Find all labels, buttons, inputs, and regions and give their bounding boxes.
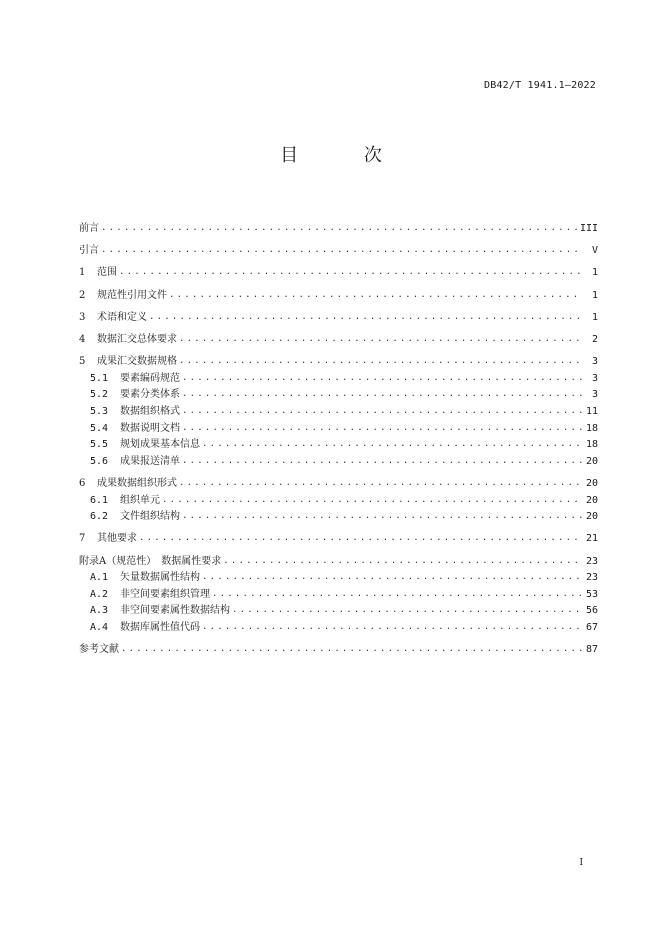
toc-leader-dots xyxy=(232,604,582,617)
toc-leader-dots xyxy=(121,643,582,656)
toc-leader-dots xyxy=(101,222,578,235)
toc-entry[interactable] xyxy=(79,333,598,346)
toc-entry-number: 2 xyxy=(79,289,86,301)
toc-leader-dots xyxy=(202,621,582,634)
toc-leader-dots xyxy=(179,333,582,346)
toc-leader-dots xyxy=(139,532,582,545)
toc-entry-page: 2 xyxy=(591,334,598,345)
toc-entry-label: 规范性引用文件 xyxy=(97,289,167,301)
toc-entry-label: 数据说明文档 xyxy=(120,422,180,434)
toc-entry-page: 3 xyxy=(591,389,598,401)
toc-entry-page: 23 xyxy=(585,572,598,584)
toc-entry-page: 1 xyxy=(591,311,598,323)
toc-entry-label: 数据组织格式 xyxy=(120,406,180,417)
toc-entry[interactable] xyxy=(79,244,598,257)
toc-entry-number: 6 xyxy=(79,478,86,489)
toc-entry-page: 18 xyxy=(585,422,598,434)
toc-leader-dots xyxy=(169,289,582,302)
toc-entry-label: 非空间要素属性数据结构 xyxy=(120,605,230,617)
toc-leader-dots xyxy=(149,311,582,324)
toc-entry-page: 3 xyxy=(591,356,598,368)
toc-entry-label: 数据汇交总体要求 xyxy=(97,334,177,345)
toc-entry-label: 范围 xyxy=(97,267,117,279)
toc-entry-number: 6.2 xyxy=(90,511,109,523)
toc-entry-page: 87 xyxy=(585,644,598,656)
toc-entry-number: 3 xyxy=(79,311,86,323)
toc-entry-page: 1 xyxy=(591,289,598,301)
toc-entry-number: 4 xyxy=(79,334,86,345)
toc-entry-number: 5.3 xyxy=(90,406,109,417)
toc-entry[interactable] xyxy=(79,510,598,523)
page-number: I xyxy=(579,858,583,868)
toc-entry-label: 参考文献 xyxy=(79,644,119,656)
toc-leader-dots xyxy=(179,477,582,490)
toc-entry-number: 5.6 xyxy=(90,455,109,467)
toc-leader-dots xyxy=(182,422,582,435)
toc-entry[interactable] xyxy=(79,422,598,435)
toc-leader-dots xyxy=(182,372,582,385)
toc-entry-number: 5.2 xyxy=(90,389,109,401)
toc-leader-dots xyxy=(202,438,582,451)
toc-entry-label: 前言 xyxy=(79,223,99,234)
toc-entry-number: 5 xyxy=(79,356,86,368)
toc-entry-number: A.1 xyxy=(90,572,109,584)
toc-entry[interactable] xyxy=(79,222,598,235)
toc-entry-page: 11 xyxy=(585,406,598,417)
toc-entry-label: 术语和定义 xyxy=(97,311,147,323)
toc-leader-dots xyxy=(212,588,582,601)
toc-entry-number: 1 xyxy=(79,267,86,279)
toc-entry[interactable] xyxy=(79,405,598,418)
toc-leader-dots xyxy=(162,494,582,507)
toc-leader-dots xyxy=(182,510,582,523)
toc-entry-label: 附录A（规范性） 数据属性要求 xyxy=(79,555,222,567)
page-title: 目 次 xyxy=(280,145,412,166)
toc-entry-page: 1 xyxy=(591,267,598,279)
toc-entry-page: III xyxy=(579,223,598,234)
toc-entry-number: 5.4 xyxy=(90,422,109,434)
toc-entry-label: 成果汇交数据规格 xyxy=(97,356,177,368)
toc-entry[interactable] xyxy=(79,588,598,601)
toc-entry-page: V xyxy=(591,245,598,257)
toc-entry-page: 20 xyxy=(585,455,598,467)
toc-entry-number: 7 xyxy=(79,533,86,545)
toc-entry-label: 数据库属性值代码 xyxy=(120,622,200,633)
toc-entry-number: 5.1 xyxy=(90,372,109,384)
toc-entry[interactable] xyxy=(79,571,598,584)
toc-leader-dots xyxy=(101,244,582,257)
toc-entry-number: A.2 xyxy=(90,588,109,600)
toc-leader-dots xyxy=(202,571,582,584)
toc-entry[interactable] xyxy=(79,455,598,468)
toc-entry-label: 要素分类体系 xyxy=(120,389,180,401)
toc-entry-page: 21 xyxy=(585,533,598,545)
toc-entry[interactable] xyxy=(79,621,598,634)
toc-entry-label: 要素编码规范 xyxy=(120,372,180,384)
toc-entry-number: 6.1 xyxy=(90,494,109,506)
toc-entry[interactable] xyxy=(79,494,598,507)
toc-entry-page: 20 xyxy=(585,511,598,523)
toc-entry-label: 成果数据组织形式 xyxy=(97,478,177,489)
toc-entry-page: 3 xyxy=(591,372,598,384)
toc-entry[interactable] xyxy=(79,372,598,385)
toc-entry[interactable] xyxy=(79,388,598,401)
toc-entry-label: 组织单元 xyxy=(120,494,160,506)
toc-entry[interactable] xyxy=(79,438,598,451)
toc-entry[interactable] xyxy=(79,604,598,617)
toc-entry-page: 67 xyxy=(585,622,598,633)
toc-leader-dots xyxy=(119,266,582,279)
toc-entry-label: 其他要求 xyxy=(97,533,137,545)
toc-entry[interactable] xyxy=(79,355,598,368)
toc-entry-number: A.3 xyxy=(90,605,109,617)
toc-entry-page: 20 xyxy=(585,494,598,506)
toc-entry[interactable] xyxy=(79,532,598,545)
toc-entry-label: 引言 xyxy=(79,245,99,257)
toc-entry-label: 矢量数据属性结构 xyxy=(120,572,200,584)
toc-entry-page: 23 xyxy=(585,555,598,567)
toc-entry[interactable] xyxy=(79,477,598,490)
toc-leader-dots xyxy=(179,355,582,368)
toc-entry[interactable] xyxy=(79,266,598,279)
toc-leader-dots xyxy=(182,388,582,401)
toc-leader-dots xyxy=(223,555,582,568)
toc-leader-dots xyxy=(182,405,582,418)
toc-leader-dots xyxy=(182,455,582,468)
toc-entry-page: 53 xyxy=(585,588,598,600)
toc-entry-label: 成果报送清单 xyxy=(120,455,180,467)
toc-entry-page: 56 xyxy=(585,605,598,617)
toc-entry[interactable] xyxy=(79,555,598,568)
toc-entry-number: 5.5 xyxy=(90,439,109,451)
toc-entry[interactable] xyxy=(79,311,598,324)
document-code: DB42/T 1941.1—2022 xyxy=(484,80,596,91)
toc-entry-label: 规划成果基本信息 xyxy=(120,439,200,451)
toc-entry-page: 20 xyxy=(585,478,598,489)
toc-entry-label: 非空间要素组织管理 xyxy=(120,588,210,600)
toc-entry[interactable] xyxy=(79,289,598,302)
toc-entry[interactable] xyxy=(79,643,598,656)
toc-entry-number: A.4 xyxy=(90,622,109,633)
toc-entry-page: 18 xyxy=(585,439,598,451)
toc-entry-label: 文件组织结构 xyxy=(120,511,180,523)
